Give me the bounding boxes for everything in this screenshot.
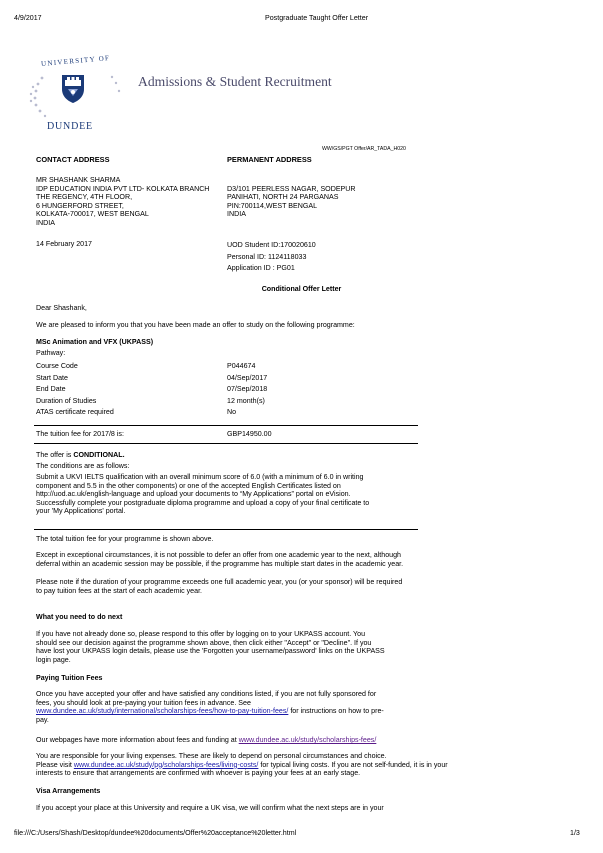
tuition-value: GBP14950.00 — [227, 430, 272, 438]
row-label: Start Date — [36, 373, 68, 382]
intro-text: We are pleased to inform you that you have been made an offer to study on the following programme: — [36, 321, 355, 329]
divider — [34, 443, 418, 444]
living-costs-link[interactable]: www.dundee.ac.uk/study/pg/scholarships-fees/living-costs/ — [73, 760, 259, 769]
salutation: Dear Shashank, — [36, 304, 87, 312]
condition-line: your 'My Applications' portal. — [36, 507, 126, 516]
total-fee-note: The total tuition fee for your programme is shown above. — [36, 535, 214, 543]
student-id: UOD Student ID:170020610 — [227, 241, 316, 249]
scholarships-fees-link[interactable]: www.dundee.ac.uk/study/scholarships-fees/ — [238, 736, 377, 744]
tuition-label: The tuition fee for 2017/8 is: — [36, 430, 124, 438]
visa-heading: Visa Arrangements — [36, 787, 101, 795]
letter-date: 14 February 2017 — [36, 240, 92, 248]
row-label: ATAS certificate required — [36, 408, 114, 417]
fees-funding-line — [36, 736, 376, 745]
paying-heading: Paying Tuition Fees — [36, 674, 103, 682]
paying-paragraph — [36, 690, 384, 724]
address-line: THE REGENCY, 4TH FLOOR, — [36, 193, 133, 202]
paragraph-line: login page. — [36, 655, 71, 664]
visa-paragraph: If you accept your place at this University and require a UK visa, we will confirm what the next steps are in your — [36, 804, 384, 812]
row-value: 12 month(s) — [227, 396, 265, 405]
row-value: No — [227, 408, 237, 417]
id-block — [227, 240, 316, 275]
row-label: Course Code — [36, 362, 78, 370]
contact-address-heading: CONTACT ADDRESS — [36, 155, 110, 164]
programme-table — [36, 361, 267, 419]
paragraph-line: to pay tuition fees at the start of each academic year. — [36, 586, 203, 595]
paragraph-line: You are responsible for your living expenses. These are likely to depend on personal circumstances and choice. — [36, 752, 387, 760]
paragraph-line: If you have not already done so, please respond to this offer by logging on to your UKPASS account. You — [36, 630, 366, 638]
table-row — [36, 373, 267, 385]
condition-line: Successfully complete your postgraduate diploma programme and upload a copy of your final certificate to — [36, 498, 370, 507]
address-line: 6 HUNGERFORD STREET, — [36, 201, 124, 210]
row-value: 04/Sep/2017 — [227, 373, 268, 382]
permanent-address — [227, 185, 356, 219]
conditions-list — [36, 473, 369, 516]
offer-status: CONDITIONAL. — [73, 451, 125, 459]
print-date: 4/9/2017 — [14, 14, 42, 22]
paragraph-line: Once you have accepted your offer and have satisfied any conditions listed, if you are not fully sponsored for — [36, 690, 377, 698]
row-value: 07/Sep/2018 — [227, 385, 268, 394]
paragraph-line: Please note if the duration of your programme exceeds one full academic year, you (or your sponsor) will be required — [36, 578, 403, 586]
contact-address — [36, 176, 209, 228]
link-suffix: for typical living costs. If you are not self-funded, it is in your — [258, 760, 448, 769]
table-row — [36, 396, 267, 408]
conditions-intro: The conditions are as follows: — [36, 462, 130, 470]
row-value: P044674 — [227, 362, 256, 370]
next-steps-paragraph — [36, 630, 385, 664]
link-suffix: for instructions on how to pre- — [288, 707, 384, 716]
reference-code: WW/GS/PGT Offer/AR_TADA_H020 — [322, 146, 406, 152]
table-row — [36, 407, 267, 419]
condition-line: Submit a UKVI IELTS qualification with an overall minimum score of 6.0 (with a minimum of 6.0 in writing — [36, 473, 364, 481]
divider — [34, 529, 418, 530]
brand-title: Admissions & Student Recruitment — [138, 74, 332, 89]
living-costs-paragraph — [36, 752, 448, 778]
address-line: KOLKATA-700017, WEST BENGAL — [36, 210, 149, 219]
letter-title: Conditional Offer Letter — [261, 285, 342, 293]
address-line: INDIA — [227, 210, 246, 219]
logo-dundee: DUNDEE — [47, 121, 93, 132]
paragraph-line: Except in exceptional circumstances, it is not possible to defer an offer from one academic year to the next, although — [36, 551, 402, 559]
address-line: D3/101 PEERLESS NAGAR, SODEPUR — [227, 184, 356, 193]
row-label: Duration of Studies — [36, 396, 97, 405]
file-path: file:///C:/Users/Shash/Desktop/dundee%20documents/Offer%20acceptance%20letter.html — [14, 829, 297, 837]
row-label: End Date — [36, 385, 66, 394]
how-to-pay-link[interactable]: www.dundee.ac.uk/study/international/scholarships-fees/how-to-pay-tuition-fees/ — [36, 707, 289, 716]
address-line: MR SHASHANK SHARMA — [36, 176, 121, 184]
address-line: PIN:700114,WEST BENGAL — [227, 201, 318, 210]
permanent-address-heading: PERMANENT ADDRESS — [227, 155, 312, 164]
personal-id: Personal ID: 1124118033 — [227, 252, 307, 261]
condition-line: component and 5.5 in the other components) or one of the accepted English Certificates listed on — [36, 481, 341, 490]
paragraph-line: fees, you should look at pre-paying your tuition fees in advance. See — [36, 698, 251, 707]
paragraph-line: pay. — [36, 715, 49, 724]
address-line: IDP EDUCATION INDIA PVT LTD- KOLKATA BRANCH — [36, 184, 210, 193]
offer-status-line — [36, 451, 125, 460]
address-line: INDIA — [36, 218, 55, 227]
logo-arc-text: UNIVERSITY OF — [40, 53, 111, 69]
paragraph-line: deferral within an academic session may be possible, if the programme has multiple start dates in the academic year. — [36, 559, 404, 568]
condition-line: http://uod.ac.uk/english-language and upload your documents to “My Applications” portal on eVision. — [36, 490, 351, 499]
university-logo — [28, 53, 128, 135]
paragraph-line: interests to ensure that arrangements are confirmed with whoever is paying your fees at an early stage. — [36, 769, 361, 778]
paragraph-line: should see our decision against the programme shown above, then click either "Accept" or "Decline". If you — [36, 638, 372, 647]
print-title: Postgraduate Taught Offer Letter — [265, 14, 369, 22]
paragraph-line: have lost your UKPASS login details, please use the 'Forgotten your username/password' links on the UKPASS — [36, 647, 385, 656]
page-number: 1/3 — [570, 829, 580, 837]
address-line: PANIHATI, NORTH 24 PARGANAS — [227, 193, 339, 202]
table-row — [36, 384, 267, 396]
programme-name: MSc Animation and VFX (UKPASS) — [36, 338, 154, 346]
duration-paragraph — [36, 578, 402, 595]
next-steps-heading: What you need to do next — [36, 613, 123, 621]
divider — [34, 425, 418, 426]
table-row — [36, 361, 267, 373]
webpages-prefix: Our webpages have more information about fees and funding at — [36, 736, 239, 744]
deferral-paragraph — [36, 551, 403, 568]
application-id: Application ID : PG01 — [227, 264, 295, 272]
university-crest-icon — [61, 74, 85, 104]
paragraph-line — [36, 707, 384, 716]
pathway-label: Pathway: — [36, 349, 66, 357]
link-prefix: Please visit — [36, 760, 74, 769]
offer-prefix: The offer is — [36, 451, 74, 459]
paragraph-line — [36, 761, 448, 770]
